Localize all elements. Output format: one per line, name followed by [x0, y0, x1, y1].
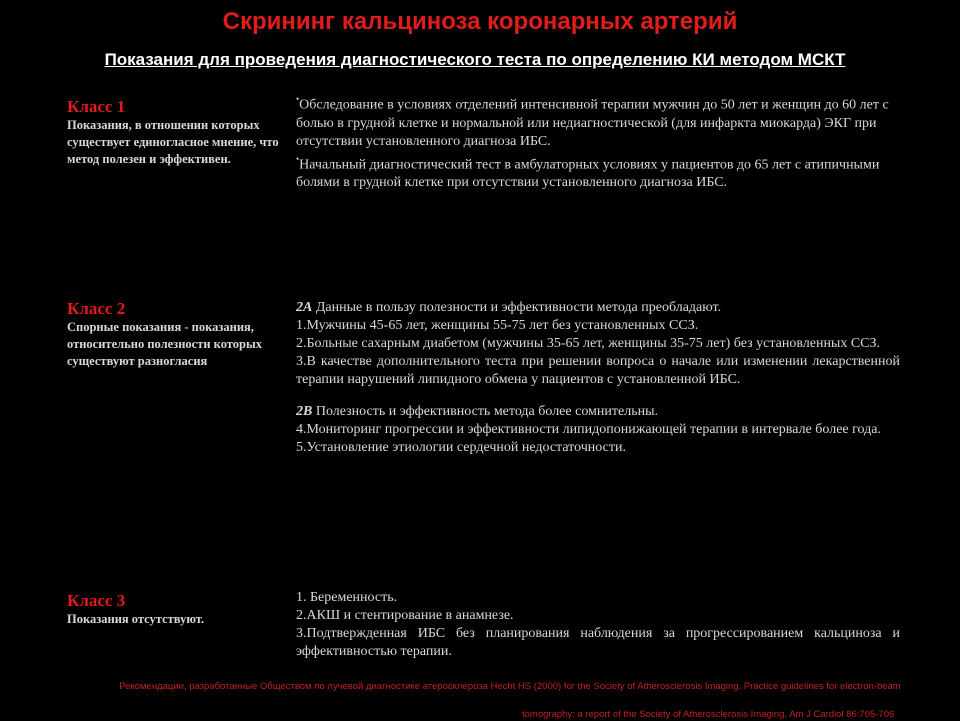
- class-1-indications: [296, 91, 900, 192]
- slide-title: Скрининг кальциноза коронарных артерий: [222, 8, 738, 35]
- class-2-indications: [296, 299, 900, 457]
- slide-subtitle: Показания для проведения диагностического теста по определению КИ методом МСКТ: [104, 50, 846, 69]
- reference-footnote: Рекомендации, разработанные Обществом по лучевой диагностике атеросклероза Hecht HS (2000) for the Society of Atherosclerosis Imaging. Practice guidelines for electron-beam: [119, 681, 901, 692]
- class-3-name: Класс 3: [67, 591, 126, 610]
- class-2b-item: 4.Мониторинг прогрессии и эффективности липидопонижающей терапии в интервале более года.: [296, 422, 881, 437]
- class-3-block: [67, 591, 279, 628]
- class-3-item: 2.АКШ и стентирование в анамнезе.: [296, 608, 514, 623]
- reference-footnote-continued: tomography: a report of the Society of Atherosclerosis Imaging. Am J Cardiol 86:705-706: [522, 709, 895, 720]
- class-1-item: •Начальный диагностический тест в амбулаторных условиях у пациентов до 65 лет с атипичными болями в грудной клетке при отсутствии установленного диагноза ИБС.: [296, 153, 880, 191]
- class-2a-item: 1.Мужчины 45-65 лет, женщины 55-75 лет без установленных ССЗ.: [296, 318, 699, 333]
- class-2a-item: 3.В качестве дополнительного теста при решении вопроса о начале или изменении лекарственной терапии нарушений липидного обмена у пациентов с установленной ИБС.: [296, 354, 900, 387]
- class-1-description: Показания, в отношении которых существует единогласное мнение, что метод полезен и эффективен.: [67, 118, 279, 166]
- class-3-description: Показания отсутствуют.: [67, 612, 205, 626]
- class-2a-item: 2.Больные сахарным диабетом (мужчины 35-65 лет, женщины 35-75 лет) без установленных ССЗ.: [296, 336, 881, 351]
- class-2-description: Спорные показания - показания, относительно полезности которых существуют разногласия: [67, 320, 262, 368]
- class-2b-item: 5.Установление этиологии сердечной недостаточности.: [296, 440, 626, 455]
- class-1-item: •Обследование в условиях отделений интенсивной терапии мужчин до 50 лет и женщин до 60 лет с болью в грудной клетке и нормальной или недиагностической (для инфаркта миокарда) ЭКГ при отсутствии установленного диагноза ИБС.: [296, 94, 889, 149]
- class-2b-heading: 2В Полезность и эффективность метода более сомнительны.: [296, 404, 659, 419]
- class-3-indications: [296, 589, 900, 661]
- class-2-block: [67, 299, 279, 370]
- class-3-item: 1. Беременность.: [296, 590, 398, 605]
- class-3-item: 3.Подтвержденная ИБС без планирования наблюдения за прогрессированием кальциноза и эффективностью терапии.: [296, 626, 900, 659]
- class-1-name: Класс 1: [67, 97, 126, 116]
- class-1-block: [67, 97, 279, 168]
- class-2a-heading: 2А Данные в пользу полезности и эффективности метода преобладают.: [296, 300, 722, 315]
- class-2-name: Класс 2: [67, 299, 126, 318]
